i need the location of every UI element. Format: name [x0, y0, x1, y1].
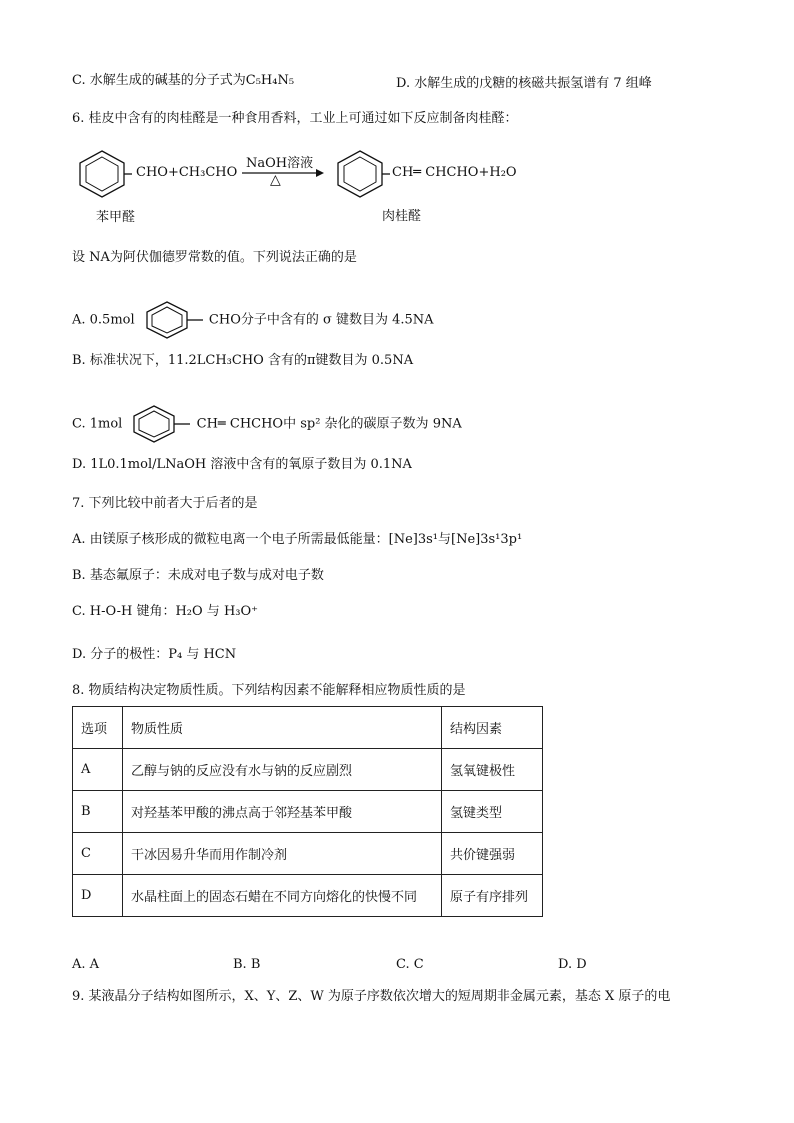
- benzene-ring-icon: [139, 300, 205, 340]
- table-cell: A: [73, 749, 123, 791]
- reaction-condition-top: NaOH溶液: [246, 156, 314, 171]
- q8-answer-c: C. C: [396, 957, 424, 972]
- benzene-ring-reactant: [72, 145, 132, 201]
- q5-option-d: D. 水解生成的戊糖的核磁共振氢谱有 7 组峰: [396, 76, 652, 91]
- label-cinnamaldehyde: 肉桂醛: [382, 209, 422, 224]
- table-header-row: [73, 707, 543, 749]
- q6-option-c-prefix: C. 1mol: [72, 416, 123, 432]
- header-cell: 物质性质: [123, 707, 442, 749]
- header-cell: 结构因素: [442, 707, 543, 749]
- q6-option-a-suffix: CHO分子中含有的 σ 键数目为 4.5NA: [208, 312, 434, 328]
- product-group: CH═ CHCHO+H₂O: [392, 165, 517, 180]
- table-cell: D: [73, 875, 123, 917]
- table-row: [73, 833, 543, 875]
- header-cell: 选项: [73, 707, 123, 749]
- q7-option-d: D. 分子的极性：P₄ 与 HCN: [72, 647, 237, 662]
- q7-option-a: A. 由镁原子核形成的微粒电离一个电子所需最低能量：[Ne]3s¹与[Ne]3s¹3p¹: [72, 532, 523, 547]
- table-row: [73, 791, 543, 833]
- q8-answer-d: D. D: [558, 957, 587, 972]
- q8-table: [72, 706, 543, 917]
- reaction-condition-bottom: △: [270, 172, 281, 188]
- table-cell: 氢键类型: [442, 791, 543, 833]
- q6-option-c-suffix: CH═ CHCHO中 sp² 杂化的碳原子数为 9NA: [196, 416, 462, 432]
- q6-option-b: B. 标准状况下，11.2LCH₃CHO 含有的π键数目为 0.5NA: [72, 353, 414, 368]
- q6-premise: 设 NA为阿伏伽德罗常数的值。下列说法正确的是: [72, 250, 357, 265]
- q6-stem: 6. 桂皮中含有的肉桂醛是一种食用香料，工业上可通过如下反应制备肉桂醛：: [72, 111, 518, 126]
- q7-option-b: B. 基态氟原子：未成对电子数与成对电子数: [72, 568, 324, 583]
- table-cell: 水晶柱面上的固态石蜡在不同方向熔化的快慢不同: [123, 875, 442, 917]
- q7-stem: 7. 下列比较中前者大于后者的是: [72, 496, 258, 511]
- table-cell: 氢氧键极性: [442, 749, 543, 791]
- benzene-ring-product: [330, 145, 390, 201]
- table-cell: 乙醇与钠的反应没有水与钠的反应剧烈: [123, 749, 442, 791]
- reaction-arrow-icon: [240, 166, 326, 180]
- q8-answer-b: B. B: [233, 957, 261, 972]
- table-cell: 对羟基苯甲酸的沸点高于邻羟基苯甲酸: [123, 791, 442, 833]
- q5-option-c: C. 水解生成的碱基的分子式为C₅H₄N₅: [72, 73, 295, 88]
- q7-option-c: C. H-O-H 键角：H₂O 与 H₃O⁺: [72, 604, 259, 619]
- reactant-group: CHO+CH₃CHO: [136, 165, 238, 180]
- q8-answer-a: A. A: [72, 957, 100, 972]
- table-cell: 共价键强弱: [442, 833, 543, 875]
- label-benzaldehyde: 苯甲醛: [96, 210, 136, 225]
- q6-option-c: [72, 404, 462, 444]
- q6-option-a: [72, 300, 434, 340]
- table-row: [73, 749, 543, 791]
- table-row: [73, 875, 543, 917]
- q6-option-d: D. 1L0.1mol/LNaOH 溶液中含有的氧原子数目为 0.1NA: [72, 457, 412, 472]
- table-cell: C: [73, 833, 123, 875]
- q9-stem: 9. 某液晶分子结构如图所示，X、Y、Z、W 为原子序数依次增大的短周期非金属元素，基态 X 原子的电: [72, 989, 671, 1004]
- table-cell: B: [73, 791, 123, 833]
- q6-option-a-prefix: A. 0.5mol: [72, 312, 135, 328]
- table-cell: 干冰因易升华而用作制冷剂: [123, 833, 442, 875]
- q8-stem: 8. 物质结构决定物质性质。下列结构因素不能解释相应物质性质的是: [72, 683, 466, 698]
- benzene-ring-icon: [126, 404, 192, 444]
- table-cell: 原子有序排列: [442, 875, 543, 917]
